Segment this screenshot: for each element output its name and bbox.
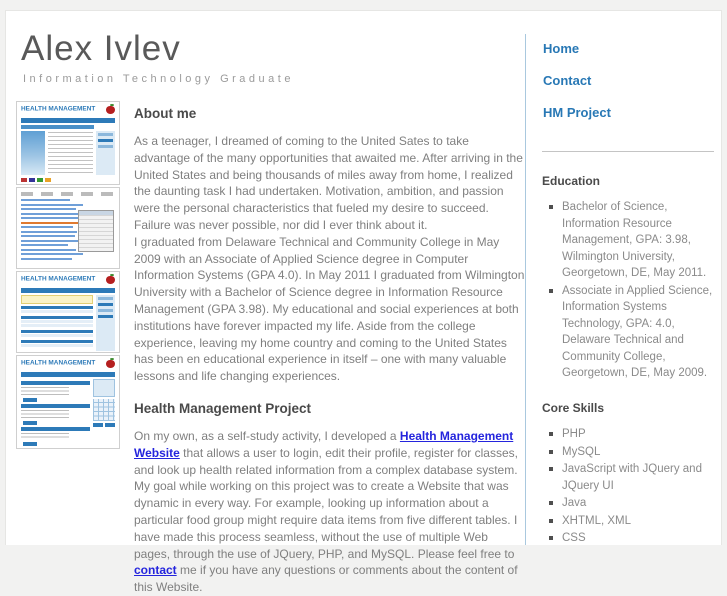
mini-sidebar-bar [98, 297, 113, 300]
page-card [5, 10, 722, 595]
mini-table [21, 340, 93, 347]
mini-notice-box [21, 295, 93, 304]
contact-link[interactable]: contact [134, 563, 177, 578]
mini-widget-column [93, 379, 115, 448]
mini-sidebar-bar [98, 309, 113, 312]
project-text-mid: that allows a user to login, edit their profile, register for classes, and look up health related information from a complex database system. My goal while working on this project was to create a Website that was dynamic in every way. For example, looking up information about a particular food group might require data items from five different tables. I have made this process seamless, without the use of multiple Web pages, through the use of JQuery, PHP, and MySQL. Please feel free to [134, 445, 518, 561]
mini-table [21, 316, 93, 327]
mini-link-line [21, 244, 68, 246]
apple-icon [106, 106, 115, 114]
mini-form-lines [21, 433, 69, 440]
mini-link-line [21, 217, 79, 219]
mini-site-title: HEALTH MANAGEMENT [21, 276, 96, 283]
mini-header [21, 360, 115, 371]
main-content [134, 106, 526, 596]
about-paragraph [134, 133, 526, 385]
mini-button [93, 423, 103, 427]
mini-link-line [21, 253, 83, 255]
project-thumbnail-profile[interactable] [16, 355, 120, 449]
mini-sidebar [96, 295, 115, 351]
mini-sidebar-bar [98, 139, 113, 142]
mini-table-header [21, 330, 93, 333]
project-heading: Health Management Project [134, 400, 312, 416]
mini-data-table [78, 210, 114, 252]
mini-link-line [21, 226, 73, 228]
nav-link-contact[interactable]: Contact [543, 73, 592, 88]
project-thumbnails [16, 101, 123, 451]
mini-header [21, 276, 115, 287]
mini-button-row [93, 423, 115, 427]
mini-sidebar [96, 131, 115, 175]
apple-icon [106, 276, 115, 284]
mini-sidebar-bar [98, 133, 113, 136]
mini-site-title: HEALTH MANAGEMENT [21, 360, 96, 367]
mini-table-row [21, 334, 93, 337]
mini-form-lines [21, 387, 69, 396]
sidebar-divider-vertical [525, 34, 526, 545]
core-skills-list [542, 426, 718, 547]
apple-icon [106, 360, 115, 368]
education-section [542, 174, 718, 383]
mini-table-row [21, 310, 93, 313]
mini-site-title: HEALTH MANAGEMENT [21, 106, 96, 113]
mini-sidebar-bar [98, 315, 113, 318]
education-heading: Education [542, 174, 601, 188]
education-list [542, 199, 718, 382]
project-text-after: me if you have any questions or comments about the content of this Website. [134, 563, 518, 595]
mini-header [21, 106, 115, 117]
mini-table [21, 306, 93, 313]
mini-image-box [93, 379, 115, 397]
page-title: Alex Ivlev [21, 29, 181, 68]
education-item: Associate in Applied Science, Information Systems Technology, GPA: 4.0, Delaware Technical and Community College, Georgetown, DE, May 2009. [562, 283, 718, 382]
flag-icon [21, 178, 27, 182]
about-heading: About me [134, 106, 197, 121]
nav-link-hm-project[interactable]: HM Project [543, 105, 611, 120]
nav-link-home[interactable]: Home [543, 41, 580, 56]
mini-sidebar-bar [98, 145, 113, 148]
flag-icon [29, 178, 35, 182]
mini-table-header [21, 306, 93, 309]
sidebar-nav [543, 41, 713, 137]
mini-link-line [21, 249, 76, 251]
flag-icon [37, 178, 43, 182]
core-skills-heading: Core Skills [542, 401, 605, 415]
flag-icons [21, 178, 115, 182]
mini-link-line [21, 240, 80, 242]
mini-link-line [21, 204, 83, 206]
skill-item: JavaScript with JQuery and JQuery UI [562, 461, 718, 494]
mini-calendar [93, 399, 115, 421]
skill-item: Java [562, 495, 718, 512]
project-paragraph [134, 428, 526, 596]
flag-icon [45, 178, 51, 182]
mini-subheader-bar [21, 125, 94, 129]
mini-section-bar [21, 404, 90, 408]
mini-form-lines [21, 410, 69, 419]
mini-link-line [21, 231, 77, 233]
mini-table-row [21, 344, 93, 347]
mini-body [21, 295, 115, 351]
skill-item: CSS [562, 530, 718, 547]
mini-table-header [21, 316, 93, 319]
mini-tables-column [21, 295, 93, 351]
skill-item: MySQL [562, 444, 718, 461]
health-management-website-link[interactable]: Health Management Website [134, 428, 514, 460]
mini-link-line [21, 208, 76, 210]
mini-button [23, 398, 37, 402]
mini-body [21, 379, 115, 448]
project-text-before: On my own, as a self-study activity, I developed a [134, 428, 400, 443]
mini-link-line [21, 235, 75, 237]
mini-table-row [21, 324, 93, 327]
about-text-2: I graduated from Delaware Technical and Community College in May 2009 with an Associate of Applied Science degree in Computer Information Systems (GPA 4.0). In May 2011 I graduated from Wilmington University with a Bachelor of Science degree in Information Resource Management (GPA 3.98). My educational and social experiences at both institutions have forever impacted my life. Aside from the college experience, leaving my home country and coming to the United States has been en educational experience in itself – one with many valuable lessons and life changing experiences. [134, 234, 525, 384]
about-text-1: As a teenager, I dreamed of coming to the United Sates to take advantage of the many opportunities that awaited me. After arriving in the United States and being thousands of miles away from home, I realized the daunting task I had undertaken. Motivation, ambition, and passion were the personal characteristics that fueled my desire to succeed. Failure was never possible, nor did I ever think about it. [134, 134, 523, 232]
education-item: Bachelor of Science, Information Resource Management, GPA: 3.98, Wilmington University, Georgetown, DE, May 2011. [562, 199, 718, 282]
mini-sidebar-bar [98, 303, 113, 306]
jogger-photo [21, 131, 45, 175]
mini-table-row [21, 320, 93, 323]
mini-toolbar [21, 192, 115, 196]
project-thumbnail-home[interactable] [16, 101, 120, 185]
page-tagline: Information Technology Graduate [23, 73, 294, 85]
mini-form-column [21, 379, 90, 448]
sidebar-divider-horizontal [542, 151, 714, 152]
mini-text-lines [48, 132, 93, 174]
mini-table-header [21, 340, 93, 343]
core-skills-section [542, 401, 718, 548]
skill-item: PHP [562, 426, 718, 443]
mini-link-line [21, 258, 72, 260]
mini-section-bar [21, 427, 90, 431]
mini-button [105, 423, 115, 427]
project-thumbnail-tables[interactable] [16, 271, 120, 353]
mini-table [21, 330, 93, 337]
mini-navbar [21, 372, 115, 377]
mini-link-line [21, 199, 70, 201]
mini-link-line [21, 213, 87, 215]
mini-body [21, 131, 115, 175]
skill-item: XHTML, XML [562, 513, 718, 530]
mini-section-bar [21, 381, 90, 385]
mini-button [23, 421, 37, 425]
project-thumbnail-results[interactable] [16, 187, 120, 269]
mini-button [23, 442, 37, 446]
mini-navbar [21, 118, 115, 123]
mini-navbar [21, 288, 115, 293]
